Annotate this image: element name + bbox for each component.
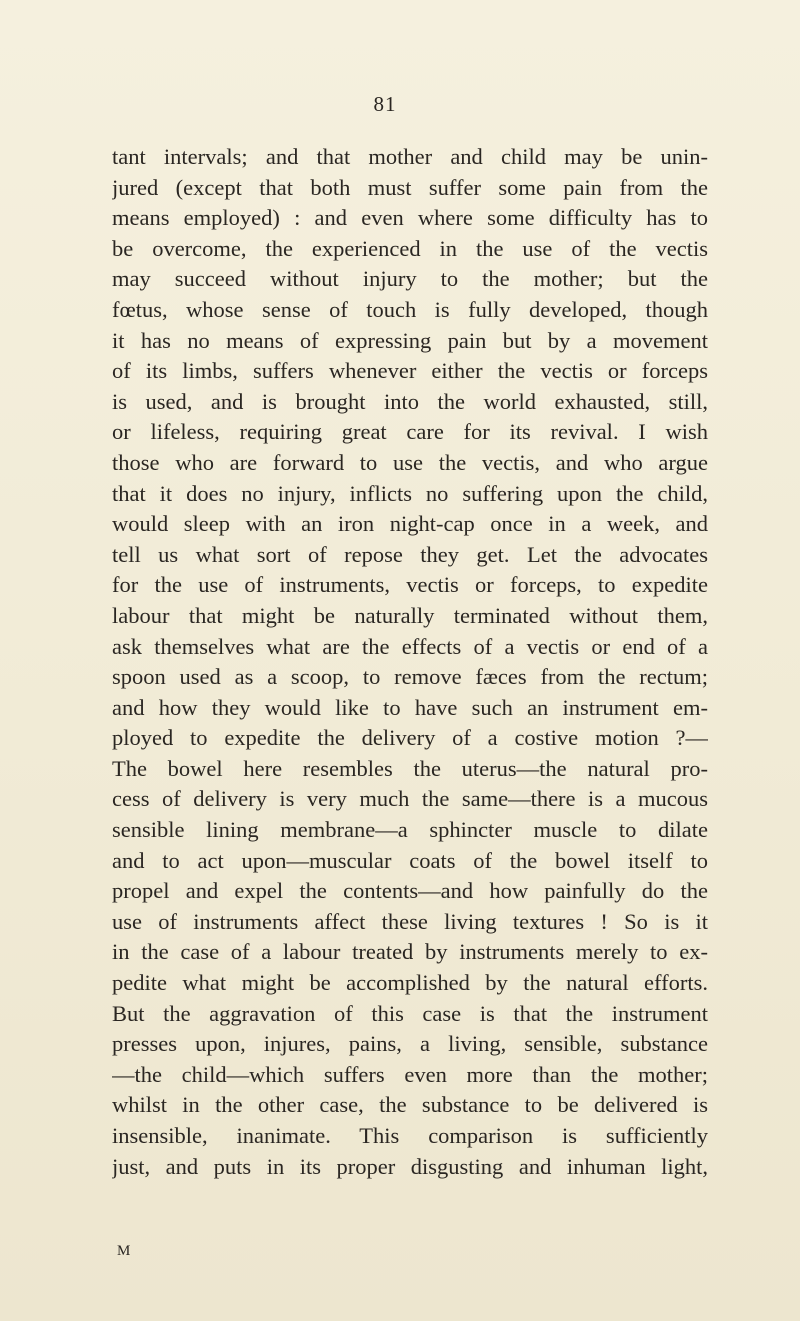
text-line: and to act upon—muscular coats of the bowel itself to xyxy=(112,847,708,873)
text-line: and how they would like to have such an instrument em- xyxy=(112,694,708,720)
body-text xyxy=(112,142,708,1182)
text-line: spoon used as a scoop, to remove fæces from the rectum; xyxy=(112,664,708,690)
text-line: those who are forward to use the vectis, and who argue xyxy=(112,449,708,475)
text-line: ask themselves what are the effects of a vectis or end of a xyxy=(112,633,708,659)
text-line: just, and puts in its proper disgusting and inhuman light, xyxy=(112,1153,708,1179)
text-line: sensible lining membrane—a sphincter muscle to dilate xyxy=(112,817,708,843)
text-line: fœtus, whose sense of touch is fully developed, though xyxy=(112,296,708,322)
page-number: 81 xyxy=(373,92,397,116)
text-line: labour that might be naturally terminated without them, xyxy=(112,602,708,628)
text-line: use of instruments affect these living textures ! So is it xyxy=(112,908,708,934)
text-line: insensible, inanimate. This comparison is sufficiently xyxy=(112,1123,708,1148)
text-line: tant intervals; and that mother and child may be unin- xyxy=(112,144,708,169)
text-line: or lifeless, requiring great care for its revival. I wish xyxy=(112,419,708,445)
text-line: in the case of a labour treated by instruments merely to ex- xyxy=(112,939,708,965)
signature-mark: M xyxy=(117,1243,132,1259)
text-line: it has no means of expressing pain but by a movement xyxy=(112,327,708,353)
text-line: presses upon, injures, pains, a living, sensible, substance xyxy=(112,1031,708,1057)
text-line: of its limbs, suffers whenever either the vectis or forceps xyxy=(112,358,708,384)
text-line: pedite what might be accomplished by the natural efforts. xyxy=(112,970,708,996)
text-line: whilst in the other case, the substance to be delivered is xyxy=(112,1092,708,1118)
text-line: may succeed without injury to the mother; but the xyxy=(112,266,708,292)
text-line: propel and expel the contents—and how painfully do the xyxy=(112,878,708,904)
text-line: The bowel here resembles the uterus—the natural pro- xyxy=(112,755,708,781)
text-line: jured (except that both must suffer some pain from the xyxy=(112,174,708,200)
text-line: for the use of instruments, vectis or forceps, to expedite xyxy=(112,572,708,598)
text-line: But the aggravation of this case is that the instrument xyxy=(112,1000,708,1026)
text-line: ployed to expedite the delivery of a costive motion ?— xyxy=(112,725,708,751)
text-line: —the child—which suffers even more than the mother; xyxy=(112,1061,708,1087)
text-line: would sleep with an iron night-cap once in a week, and xyxy=(112,511,708,537)
text-line: be overcome, the experienced in the use of the vectis xyxy=(112,235,708,261)
text-line: cess of delivery is very much the same—there is a mucous xyxy=(112,786,708,812)
text-line: is used, and is brought into the world exhausted, still, xyxy=(112,388,708,414)
text-line: that it does no injury, inflicts no suffering upon the child, xyxy=(112,480,708,506)
text-line: tell us what sort of repose they get. Let the advocates xyxy=(112,541,708,567)
text-line: means employed) : and even where some difficulty has to xyxy=(112,205,708,231)
